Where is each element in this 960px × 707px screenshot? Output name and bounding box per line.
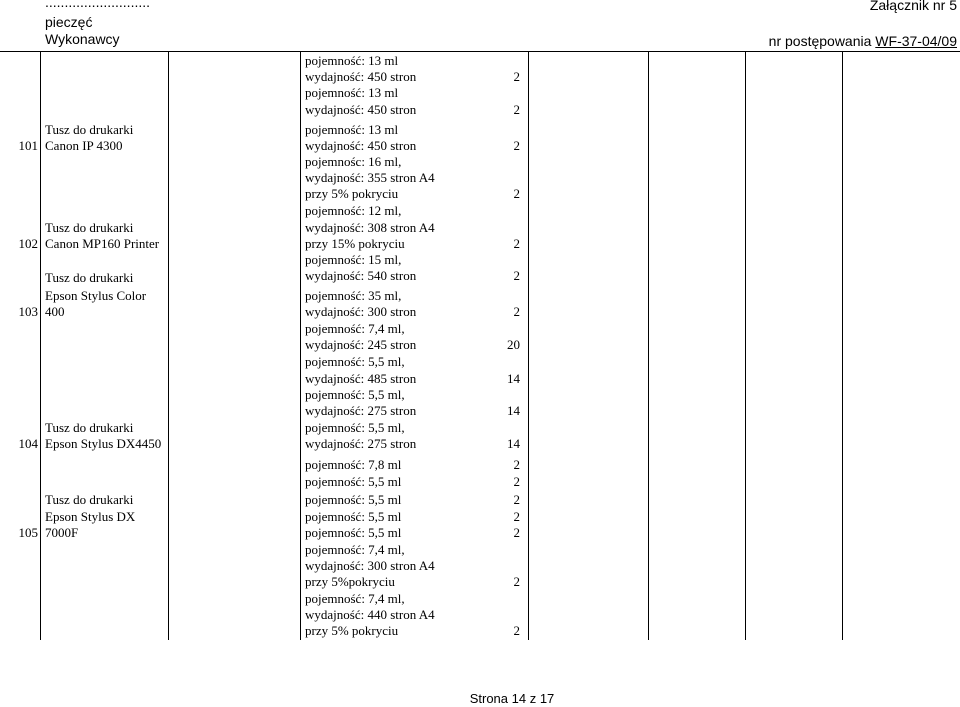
product-name: Tusz do drukarki (45, 492, 134, 507)
signature-dots: ........................... (45, 0, 151, 10)
product-model: Canon IP 4300 (45, 138, 123, 153)
quantity: 14 (507, 403, 520, 418)
quantity: 14 (507, 371, 520, 386)
spec-line: wydajność: 300 stron (305, 304, 417, 319)
quantity: 2 (513, 525, 520, 540)
spec-line: pojemność: 5,5 ml (305, 525, 402, 540)
grid-line-v1 (40, 52, 41, 640)
quantity: 2 (513, 268, 520, 283)
product-model-cont: 7000F (45, 525, 79, 540)
page-number: Strona 14 z 17 (469, 691, 555, 706)
spec-line: pojemność: 5,5 ml (305, 492, 402, 507)
grid-line-v7 (842, 52, 843, 640)
quantity: 2 (513, 138, 520, 153)
spec-line: pojemność: 5,5 ml (305, 474, 402, 489)
grid-line-v4 (528, 52, 529, 640)
product-model: Epson Stylus DX4450 (45, 436, 162, 451)
product-model: Canon MP160 Printer (45, 236, 160, 251)
spec-line: wydajność: 540 stron (305, 268, 417, 283)
spec-line: przy 5% pokryciu (305, 186, 399, 201)
seal-label: pieczęć (45, 14, 93, 30)
quantity: 2 (513, 69, 520, 84)
contractor-label: Wykonawcy (45, 31, 120, 47)
spec-line: przy 15% pokryciu (305, 236, 405, 251)
quantity: 14 (507, 436, 520, 451)
row-number: 102 (18, 236, 38, 251)
product-model: Epson Stylus Color (45, 288, 147, 303)
product-model-cont: 400 (45, 304, 65, 319)
procedure-prefix: nr postępowania (768, 33, 872, 49)
spec-line: pojemność: 5,5 ml, (305, 387, 405, 402)
spec-line: pojemność: 12 ml, (305, 203, 402, 218)
spec-line: pojemność: 7,8 ml (305, 457, 402, 472)
spec-line: wydajność: 450 stron (305, 102, 417, 117)
spec-line: wydajność: 308 stron A4 (305, 220, 435, 235)
grid-line-top (0, 51, 960, 52)
row-number: 104 (18, 436, 38, 451)
spec-line: przy 5% pokryciu (305, 623, 399, 638)
product-name: Tusz do drukarki (45, 420, 134, 435)
spec-line: przy 5%pokryciu (305, 574, 395, 589)
spec-line: pojemność: 13 ml (305, 122, 399, 137)
procedure-number-value: WF-37-04/09 (875, 33, 957, 49)
row-number: 101 (18, 138, 38, 153)
spec-line: pojemność: 7,4 ml, (305, 591, 405, 606)
row-number: 103 (18, 304, 38, 319)
spec-line: wydajność: 245 stron (305, 337, 417, 352)
spec-line: wydajność: 275 stron (305, 436, 417, 451)
quantity: 2 (513, 574, 520, 589)
spec-line: pojemność: 13 ml (305, 53, 399, 68)
spec-line: wydajność: 450 stron (305, 69, 417, 84)
quantity: 2 (513, 474, 520, 489)
spec-line: pojemność: 5,5 ml, (305, 354, 405, 369)
quantity: 2 (513, 492, 520, 507)
spec-line: wydajność: 355 stron A4 (305, 170, 435, 185)
product-name: Tusz do drukarki (45, 122, 134, 137)
spec-line: wydajność: 300 stron A4 (305, 558, 435, 573)
spec-line: pojemność: 35 ml, (305, 288, 402, 303)
quantity: 2 (513, 304, 520, 319)
grid-line-v6 (745, 52, 746, 640)
grid-line-v5 (648, 52, 649, 640)
grid-line-v2 (168, 52, 169, 640)
spec-line: pojemność: 13 ml (305, 85, 399, 100)
product-name: Tusz do drukarki (45, 220, 134, 235)
spec-line: pojemność: 15 ml, (305, 252, 402, 267)
spec-line: pojemność: 7,4 ml, (305, 542, 405, 557)
procedure-number (769, 33, 957, 49)
spec-line: pojemność: 7,4 ml, (305, 321, 405, 336)
spec-line: wydajność: 485 stron (305, 371, 417, 386)
quantity: 2 (513, 186, 520, 201)
quantity: 2 (513, 623, 520, 638)
quantity: 2 (513, 236, 520, 251)
attachment-label: Załącznik nr 5 (869, 0, 957, 13)
quantity: 2 (513, 102, 520, 117)
spec-line: wydajność: 440 stron A4 (305, 607, 435, 622)
grid-line-v3 (300, 52, 301, 640)
spec-line: pojemność: 5,5 ml (305, 509, 402, 524)
spec-line: pojemność: 5,5 ml, (305, 420, 405, 435)
product-model: Epson Stylus DX (45, 509, 136, 524)
spec-line: wydajność: 450 stron (305, 138, 417, 153)
row-number: 105 (18, 525, 38, 540)
product-name: Tusz do drukarki (45, 270, 134, 285)
quantity: 2 (513, 457, 520, 472)
quantity: 2 (513, 509, 520, 524)
quantity: 20 (507, 337, 520, 352)
spec-line: pojemnośc: 16 ml, (305, 154, 402, 169)
spec-line: wydajność: 275 stron (305, 403, 417, 418)
